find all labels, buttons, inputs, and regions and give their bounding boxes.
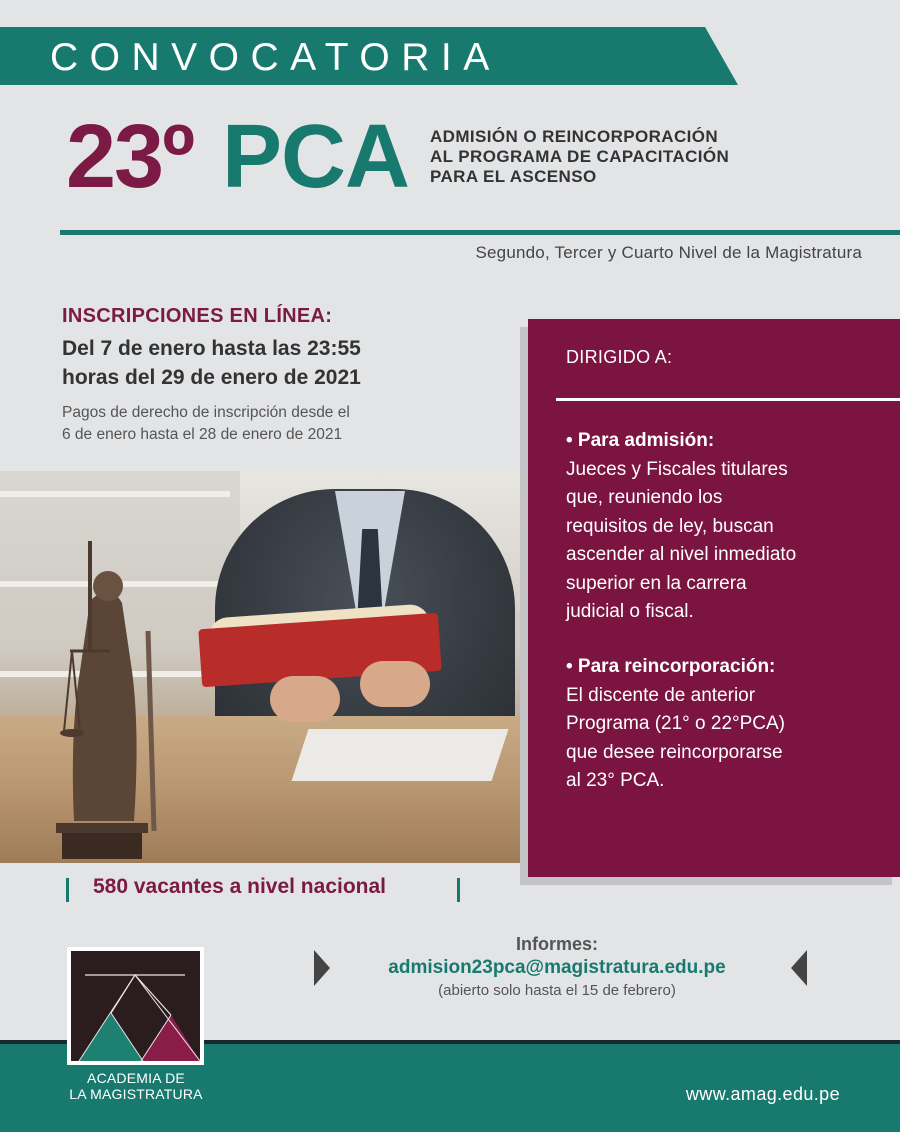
- reincorporation-block: [566, 653, 886, 796]
- program-title: [430, 127, 830, 187]
- bookshelf-board: [0, 491, 230, 497]
- program-title-line: ADMISIÓN O REINCORPORACIÓN: [430, 127, 719, 146]
- admission-line: que, reuniendo los: [566, 487, 723, 508]
- vacancies-left-bar: [66, 878, 69, 902]
- registration-date-line: Del 7 de enero hasta las 23:55: [62, 337, 361, 360]
- reincorporation-line: El discente de anterior: [566, 684, 756, 706]
- admission-line: ascender al nivel inmediato: [566, 544, 797, 565]
- admission-line: superior en la carrera: [566, 572, 747, 594]
- reincorporation-line: Programa (21° o 22°PCA): [566, 713, 786, 734]
- arrow-right-icon: [314, 950, 330, 986]
- admission-line: Jueces y Fiscales titulares: [566, 458, 788, 480]
- hand: [360, 661, 430, 707]
- admission-line: judicial o fiscal.: [566, 601, 694, 622]
- program-title-line: PARA EL ASCENSO: [430, 167, 597, 186]
- registration-heading: INSCRIPCIONES EN LÍNEA:: [62, 305, 333, 327]
- arrow-left-icon: [791, 950, 807, 986]
- lady-justice-statue-icon: [50, 531, 170, 861]
- admission-block: [566, 427, 886, 627]
- target-heading: DIRIGIDO A:: [566, 347, 673, 367]
- contact-email[interactable]: admision23pca@magistratura.edu.pe: [388, 957, 726, 978]
- academy-name: [60, 1070, 212, 1102]
- vacancies-right-bar: [457, 878, 460, 902]
- target-divider: [556, 398, 900, 401]
- website-link[interactable]: www.amag.edu.pe: [685, 1084, 840, 1104]
- program-title-line: AL PROGRAMA DE CAPACITACIÓN: [430, 147, 730, 166]
- edition-number: 23º: [66, 107, 193, 207]
- registration-dates: [62, 334, 462, 392]
- vacancies: [66, 875, 466, 905]
- header-divider: [60, 230, 900, 235]
- academy-name-line: ACADEMIA DE: [87, 1070, 185, 1086]
- vacancies-text: 580 vacantes a nivel nacional: [93, 875, 386, 898]
- payment-info: [62, 402, 482, 446]
- paper-sheet: [292, 729, 509, 781]
- payment-line: Pagos de derecho de inscripción desde el: [62, 404, 350, 421]
- banner-title: CONVOCATORIA: [50, 36, 501, 79]
- academy-logo: [67, 947, 204, 1065]
- contact-label: Informes:: [515, 934, 598, 954]
- admission-line: requisitos de ley, buscan: [566, 515, 774, 537]
- judge-reading-photo: [0, 471, 540, 863]
- reincorporation-line: que desee reincorporarse: [566, 741, 783, 763]
- target-audience-panel: [528, 319, 900, 877]
- reincorporation-label: • Para reincorporación:: [566, 656, 776, 677]
- admission-label: • Para admisión:: [566, 430, 715, 451]
- magistracy-levels: Segundo, Tercer y Cuarto Nivel de la Magistratura: [475, 243, 862, 262]
- contact-note: (abierto solo hasta el 15 de febrero): [438, 982, 676, 999]
- reincorporation-line: al 23° PCA.: [566, 770, 665, 791]
- payment-line: 6 de enero hasta el 28 de enero de 2021: [62, 426, 343, 443]
- registration-date-line: horas del 29 de enero de 2021: [62, 366, 361, 389]
- academy-logo-icon: [71, 951, 200, 1061]
- program-acronym: PCA: [222, 107, 410, 207]
- hand: [270, 676, 340, 722]
- academy-name-line: LA MAGISTRATURA: [69, 1086, 203, 1102]
- contact-info: [340, 934, 774, 999]
